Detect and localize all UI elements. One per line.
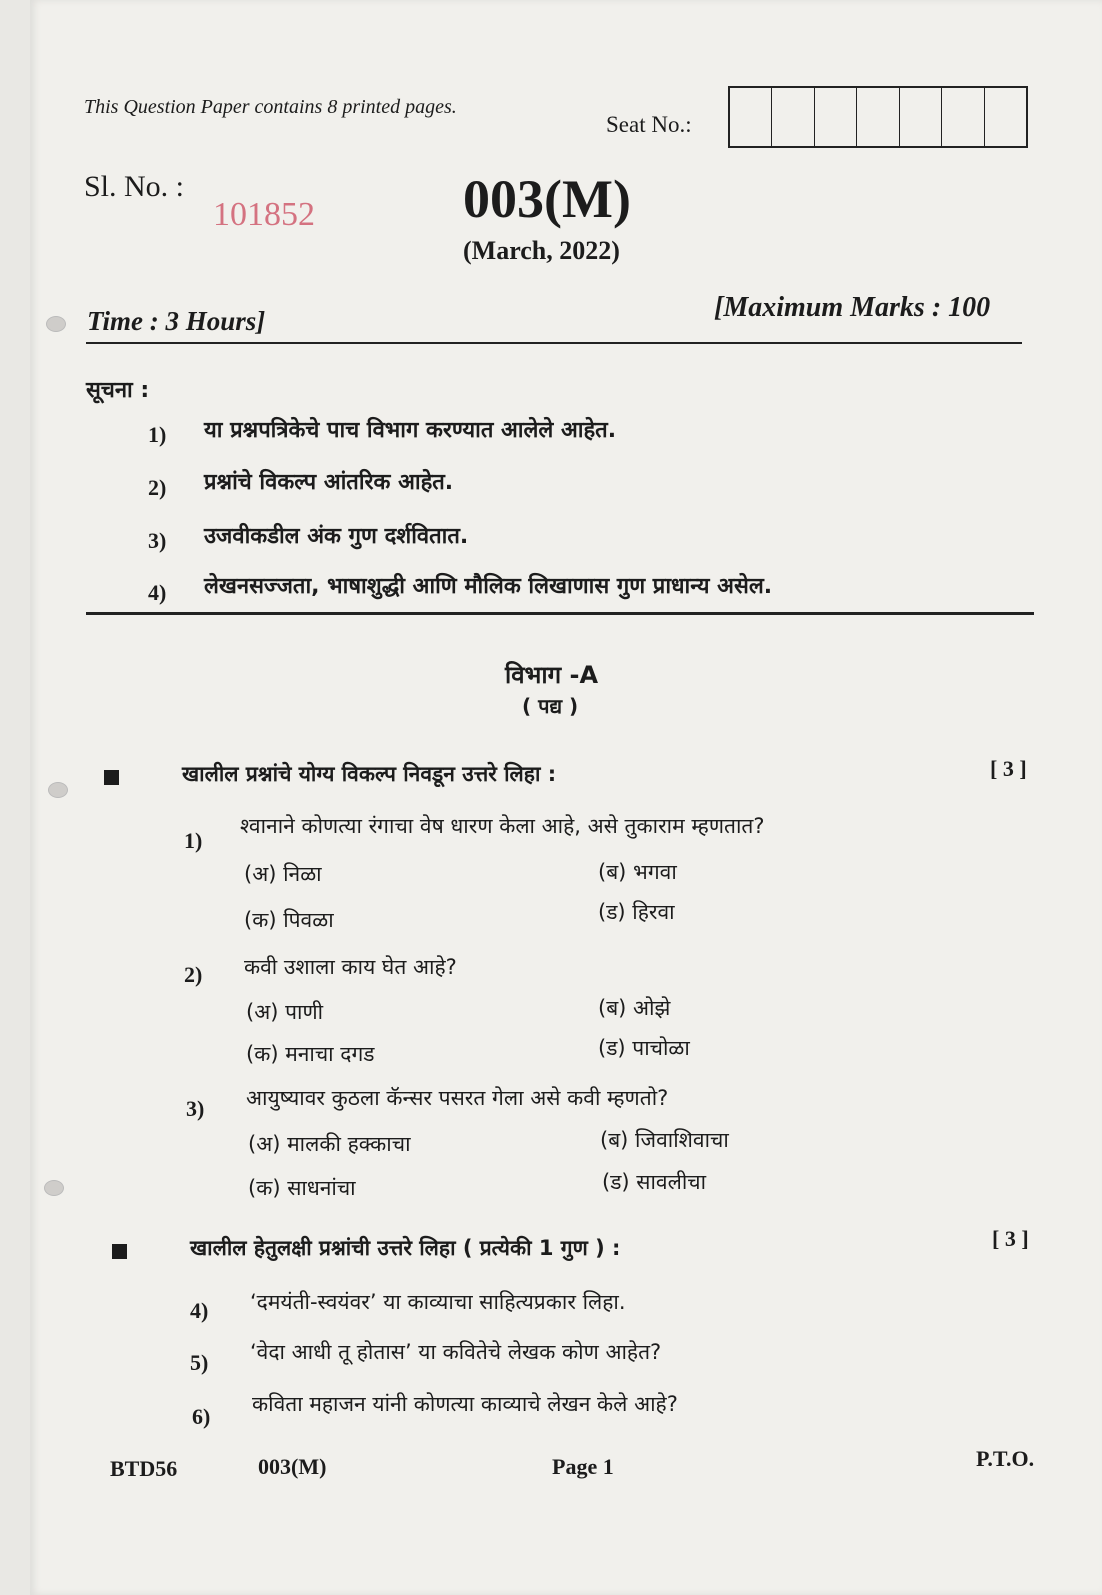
time-allowed: Time : 3 Hours] <box>87 306 266 336</box>
option-d[interactable]: (ड) सावलीचा <box>602 1170 707 1194</box>
seat-digit-box[interactable] <box>985 88 1026 146</box>
option-c[interactable]: (क) साधनांचा <box>248 1176 356 1200</box>
option-a[interactable]: (अ) निळा <box>244 862 322 886</box>
section-title: विभाग -A <box>505 661 599 689</box>
option-d[interactable]: (ड) पाचोळा <box>598 1036 690 1060</box>
page-count-note: This Question Paper contains 8 printed pages. <box>84 96 457 118</box>
option-c[interactable]: (क) पिवळा <box>244 908 334 932</box>
serial-number-label: Sl. No. : <box>84 170 185 203</box>
seat-digit-box[interactable] <box>857 88 899 146</box>
square-bullet-icon <box>112 1244 127 1259</box>
block1-marks: [ 3 ] <box>990 756 1027 781</box>
instruction-number: 3) <box>148 528 167 553</box>
seat-digit-box[interactable] <box>772 88 814 146</box>
instruction-text: प्रश्नांचे विकल्प आंतरिक आहेत. <box>204 470 454 495</box>
seat-digit-box[interactable] <box>942 88 984 146</box>
question-text: आयुष्यावर कुठला कॅन्सर पसरत गेला असे कवी म्हणतो? <box>246 1086 669 1110</box>
question-number: 1) <box>184 828 203 853</box>
question-text: श्वानाने कोणत्या रंगाचा वेष धारण केला आहे, असे तुकाराम म्हणतात? <box>240 814 765 838</box>
block2-marks: [ 3 ] <box>992 1226 1029 1251</box>
punch-hole <box>46 316 66 332</box>
maximum-marks: [Maximum Marks : 100 <box>714 292 991 323</box>
footer-page-number: Page 1 <box>552 1454 614 1479</box>
paper-code: 003(M) <box>463 169 631 229</box>
option-d[interactable]: (ड) हिरवा <box>598 900 675 924</box>
seat-digit-box[interactable] <box>815 88 857 146</box>
punch-hole <box>48 782 68 798</box>
serial-number-stamp: 101852 <box>213 196 315 233</box>
instruction-text: लेखनसज्जता, भाषाशुद्धी आणि मौलिक लिखाणास गुण प्राधान्य असेल. <box>204 574 773 599</box>
block2-heading: खालील हेतुलक्षी प्रश्नांची उत्तरे लिहा ( प्रत्येकी 1 गुण ) : <box>190 1236 621 1260</box>
question-number: 6) <box>192 1404 211 1429</box>
block1-heading: खालील प्रश्नांचे योग्य विकल्प निवडून उत्तरे लिहा : <box>182 762 557 786</box>
question-text: ‘दमयंती-स्वयंवर’ या काव्याचा साहित्यप्रकार लिहा. <box>250 1290 626 1314</box>
header-divider <box>86 342 1022 344</box>
instruction-text: या प्रश्नपत्रिकेचे पाच विभाग करण्यात आलेले आहेत. <box>204 418 617 443</box>
seat-digit-box[interactable] <box>730 88 772 146</box>
question-number: 3) <box>186 1096 205 1121</box>
option-a[interactable]: (अ) मालकी हक्काचा <box>248 1132 411 1156</box>
option-c[interactable]: (क) मनाचा दगड <box>246 1042 375 1066</box>
question-number: 5) <box>190 1350 209 1375</box>
seat-number-label: Seat No.: <box>606 112 692 137</box>
option-b[interactable]: (ब) जिवाशिवाचा <box>600 1128 729 1152</box>
option-b[interactable]: (ब) भगवा <box>598 860 677 884</box>
instructions-title: सूचना : <box>86 378 150 403</box>
instruction-number: 2) <box>148 475 167 500</box>
instruction-number: 1) <box>148 422 167 447</box>
seat-number-boxes[interactable] <box>728 86 1028 148</box>
seat-digit-box[interactable] <box>900 88 942 146</box>
question-text: कविता महाजन यांनी कोणत्या काव्याचे लेखन केले आहे? <box>252 1392 678 1416</box>
question-text: कवी उशाला काय घेत आहे? <box>244 955 457 979</box>
question-number: 2) <box>184 962 203 987</box>
instructions-divider <box>86 612 1034 615</box>
option-b[interactable]: (ब) ओझे <box>598 996 671 1020</box>
option-a[interactable]: (अ) पाणी <box>246 1000 324 1024</box>
section-subtitle: ( पद्य ) <box>522 694 579 718</box>
question-text: ‘वेदा आधी तू होतास’ या कवितेचे लेखक कोण आहेत? <box>250 1340 662 1364</box>
instruction-text: उजवीकडील अंक गुण दर्शवितात. <box>204 524 469 549</box>
question-number: 4) <box>190 1298 209 1323</box>
punch-hole <box>44 1180 64 1196</box>
exam-date: (March, 2022) <box>463 236 620 265</box>
footer-paper-code: 003(M) <box>258 1454 327 1479</box>
square-bullet-icon <box>104 770 119 785</box>
footer-code: BTD56 <box>110 1456 178 1481</box>
instruction-number: 4) <box>148 580 167 605</box>
footer-pto: P.T.O. <box>976 1446 1035 1471</box>
